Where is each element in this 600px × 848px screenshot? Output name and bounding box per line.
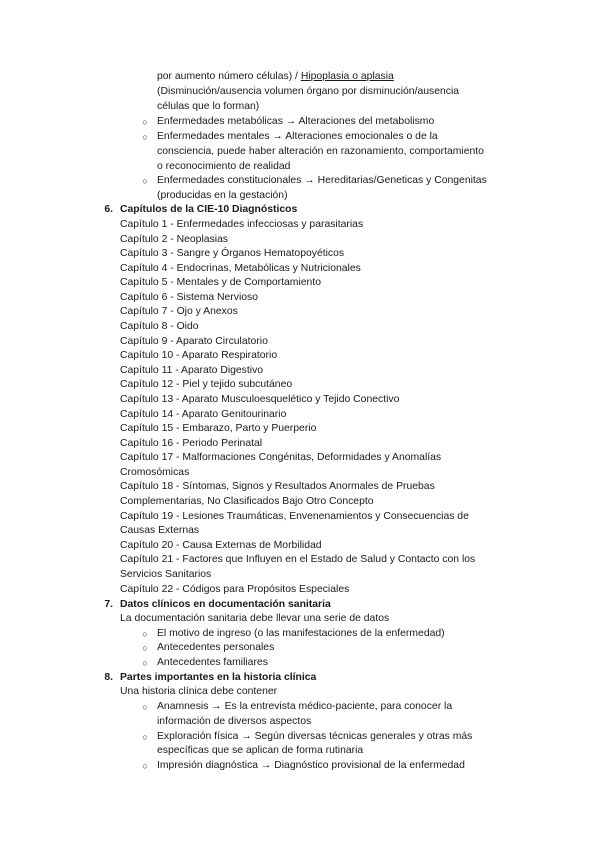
chapter-line: Cromosómicas [120, 467, 190, 478]
list-item-anamnesis: Anamnesis → Es la entrevista médico-paciente, para conocer la [157, 701, 453, 712]
chapter-line: Capítulo 11 - Aparato Digestivo [120, 365, 264, 376]
bullet-marker: ○ [142, 702, 148, 712]
bullet-marker: ○ [142, 732, 148, 742]
list-item-mentales-line-3: o reconocimiento de realidad [157, 161, 291, 172]
chapter-line: Capítulo 16 - Periodo Perinatal [120, 438, 263, 449]
list-item-mentales: Enfermedades mentales → Alteraciones emocionales o de la [157, 131, 438, 142]
bullet-marker: ○ [142, 117, 148, 127]
chapter-line: Servicios Sanitarios [120, 569, 212, 580]
chapter-line: Capítulo 7 - Ojo y Anexos [120, 306, 238, 317]
bullet-marker: ○ [142, 132, 148, 142]
section-6-number: 6. [104, 204, 113, 215]
chapter-line: Capítulo 18 - Síntomas, Signos y Resultados Anormales de Pruebas [120, 481, 435, 492]
chapter-line: Causas Externas [120, 525, 200, 536]
chapter-line: Capítulo 19 - Lesiones Traumáticas, Envenenamientos y Consecuencias de [120, 511, 469, 522]
chapter-line: Capítulo 21 - Factores que Influyen en el Estado de Salud y Contacto con los [120, 554, 476, 565]
bullet-marker: ○ [142, 658, 148, 668]
chapter-line: Capítulo 1 - Enfermedades infecciosas y parasitarias [120, 219, 364, 230]
chapter-line: Capítulo 12 - Piel y tejido subcutáneo [120, 379, 293, 390]
list-item-constitucionales-line-2: (producidas en la gestación) [157, 190, 288, 201]
chapter-line: Capítulo 2 - Neoplasias [120, 234, 229, 245]
chapter-line: Capítulo 8 - Oido [120, 321, 199, 332]
bullet-marker: ○ [142, 629, 148, 639]
chapter-line: Capítulo 15 - Embarazo, Parto y Puerperio [120, 423, 317, 434]
chapter-line: Capítulo 6 - Sistema Nervioso [120, 292, 259, 303]
list-item-motivo-ingreso: El motivo de ingreso (o las manifestaciones de la enfermedad) [157, 628, 445, 639]
bullet-marker: ○ [142, 761, 148, 771]
section-7-number: 7. [104, 599, 113, 610]
chapter-line: Complementarias, No Clasificados Bajo Otro Concepto [120, 496, 374, 507]
section-8-intro: Una historia clínica debe contener [120, 686, 278, 697]
section-7-title: Datos clínicos en documentación sanitaria [120, 599, 331, 610]
chapter-line: Capítulo 9 - Aparato Circulatorio [120, 336, 268, 347]
continuation-line-1: por aumento número células) / Hipoplasia o aplasia [157, 71, 394, 82]
chapter-line: Capítulo 22 - Códigos para Propósitos Especiales [120, 584, 350, 595]
list-item-metabolicas: Enfermedades metabólicas → Alteraciones del metabolismo [157, 116, 435, 127]
list-item-antecedentes-familiares: Antecedentes familiares [157, 657, 268, 668]
bullet-marker: ○ [142, 643, 148, 653]
list-item-exploracion-line-2: específicas que se aplican de forma rutinaria [157, 745, 364, 756]
chapter-line: Capítulo 13 - Aparato Musculoesquelético y Tejido Conectivo [120, 394, 400, 405]
chapter-line: Capítulo 14 - Aparato Genitourinario [120, 409, 287, 420]
chapter-line: Capítulo 17 - Malformaciones Congénitas, Deformidades y Anomalías [120, 452, 442, 463]
list-item-mentales-line-2: consciencia, puede haber alteración en razonamiento, comportamiento [157, 146, 484, 157]
section-7-intro: La documentación sanitaria debe llevar una serie de datos [120, 613, 390, 624]
continuation-line-3: células que lo forman) [157, 101, 260, 112]
chapter-line: Capítulo 20 - Causa Externas de Morbilidad [120, 540, 322, 551]
list-item-antecedentes-personales: Antecedentes personales [157, 642, 275, 653]
list-item-constitucionales: Enfermedades constitucionales → Hereditarias/Geneticas y Congenitas [157, 175, 487, 186]
bullet-marker: ○ [142, 176, 148, 186]
hipoplasia-term: Hipoplasia o aplasia [300, 71, 394, 82]
section-8-number: 8. [104, 672, 113, 683]
chapter-line: Capítulo 10 - Aparato Respiratorio [120, 350, 278, 361]
section-6-title: Capítulos de la CIE-10 Diagnósticos [120, 204, 298, 215]
chapter-line: Capítulo 4 - Endocrinas, Metabólicas y Nutricionales [120, 263, 361, 274]
section-8-title: Partes importantes en la historia clínica [120, 672, 317, 683]
chapter-line: Capítulo 5 - Mentales y de Comportamiento [120, 277, 321, 288]
list-item-exploracion: Exploración física → Según diversas técnicas generales y otras más [157, 731, 473, 742]
list-item-impresion-diagnostica: Impresión diagnóstica → Diagnóstico provisional de la enfermedad [157, 760, 465, 771]
list-item-anamnesis-line-2: información de diversos aspectos [157, 716, 312, 727]
chapter-line: Capítulo 3 - Sangre y Órganos Hematopoyéticos [120, 248, 345, 259]
continuation-line-2: (Disminución/ausencia volumen órgano por disminución/ausencia [157, 86, 460, 97]
